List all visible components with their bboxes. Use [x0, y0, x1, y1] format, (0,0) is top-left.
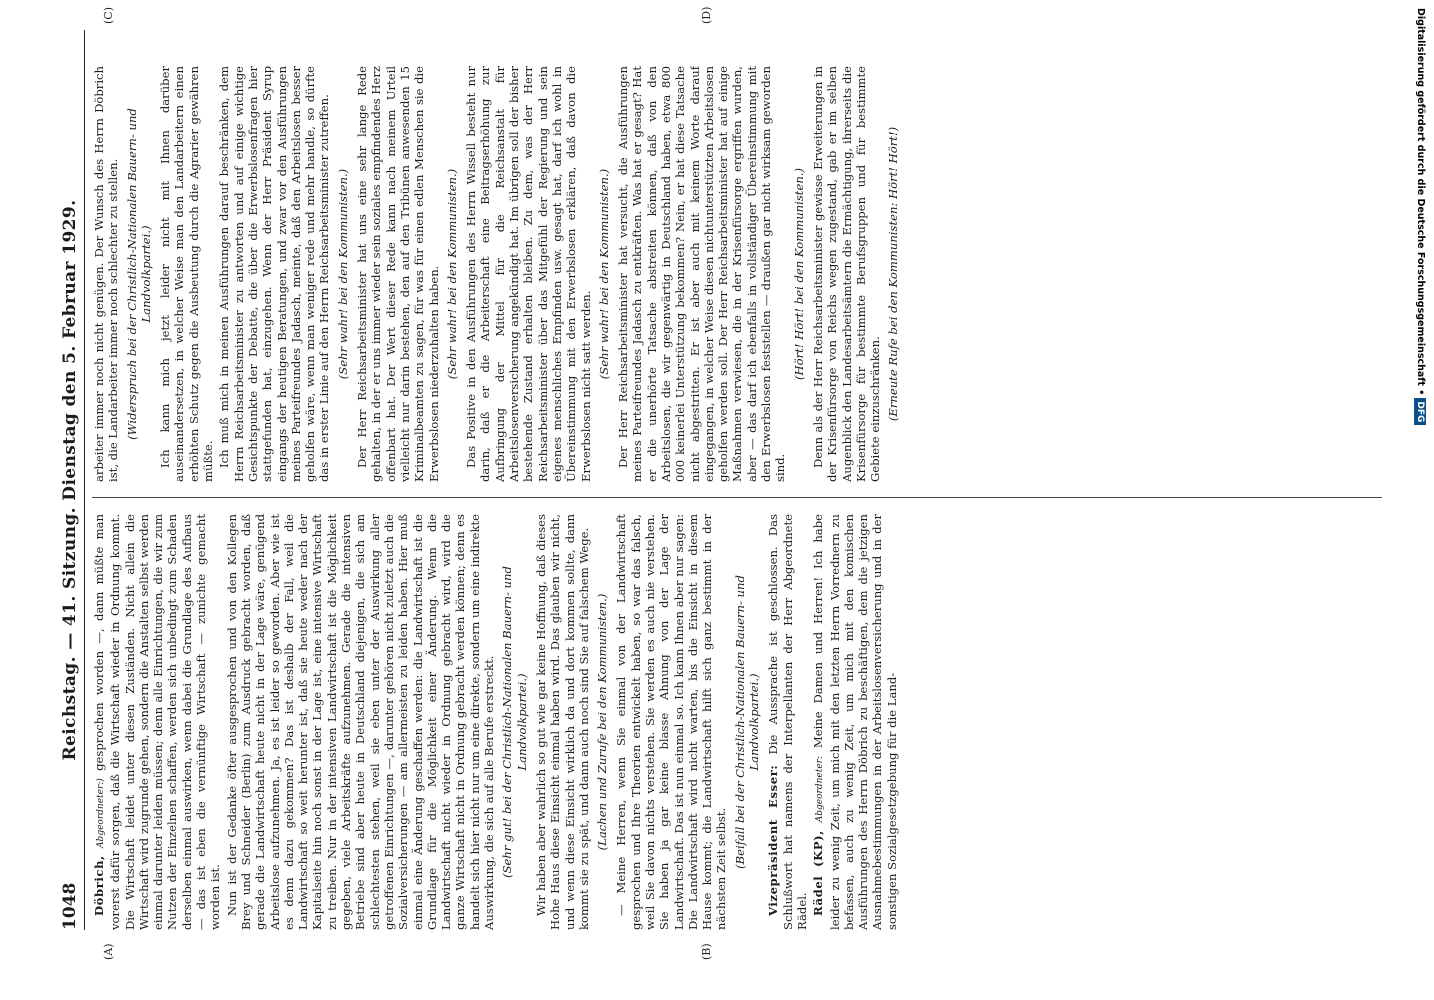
page-number: 1048 — [60, 882, 80, 930]
right-column — [92, 66, 1382, 482]
digitization-sidebar — [1414, 8, 1426, 993]
rotated-page-content — [50, 6, 1400, 960]
left-column — [92, 514, 1382, 930]
body-paragraph: Das Positive in den Ausführungen des Herrn Wissell besteht nur darin, daß er die Arbeiterschaft eine Beitragserhöhung zur Aufbringung der Mittel für die Reichsanstalt für Arbeitslosenversicherung angekündigt hat. Im übrigen soll der bisher bestehende Zustand erhalten bleiben. Zu dem, was der Herr Reichsarbeitsminister über das Mitgefühl der Regierung und sein eigenes menschliches Empfinden usw. gesagt hat, darf ich wohl in Übereinstimmung mit den Erwerbslosen erklären, daß davon die Erwerbslosen nicht satt werden. — [464, 66, 593, 482]
interjection: (Hört! Hört! bei den Kommunisten.) — [791, 168, 806, 381]
speech-paragraph — [811, 514, 899, 930]
interjection: (Lachen und Zurufe bei den Kommunisten.) — [595, 593, 610, 851]
body-paragraph: Der Herr Reichsarbeitsminister hat uns eine sehr lange Rede gehalten, in der er uns immer wieder sein soziales empfindendes Herz offenbart hat. Der Wert dieser Rede kann nach meinem Urteil vielleicht nur darin bestehen, den auf den Tribünen anwesenden 15 Kriminalbeamten zu sagen, für was für einen edlen Menschen sie die Erwerbslosen niederzuhalten haben. — [355, 66, 441, 482]
page-header — [50, 30, 86, 930]
interjection: (Beifall bei der Christlich-Nationalen Bauern- und Landvolkpartei.) — [732, 575, 762, 869]
speaker-name: Rädel (KP), — [811, 830, 826, 916]
margin-marker-a: (A) — [102, 943, 115, 960]
interjection: (Widerspruch bei der Christlich-Nationalen Bauern- und Landvolkpartei.) — [124, 108, 153, 440]
running-head: Reichstag. — 41. Sitzung. Dienstag den 5. Februar 1929. — [60, 199, 80, 761]
body-paragraph: Der Herr Reichsarbeitsminister hat versucht, die Ausführungen meines Parteifreundes Jadasch zu entkräften. Was hat er gesagt? Hat er die unerhörte Tatsache abstreiten können, daß von den Arbeitslosen, die wir gegenwärtig in Deutschland haben, etwa 800 000 keinerlei Unterstützung bekommen? Nein, er hat diese Tatsache nicht abgestritten. Er ist aber auch mit keinem Worte darauf eingegangen, in welcher Weise diesen nichtunterstützten Arbeitslosen geholfen werden soll. Der Herr Reichsarbeitsminister hat auf einige Maßnahmen verwiesen, die in der Krisenfürsorge ergriffen wurden, aber — das darf ich ebenfalls in vollständiger Übereinstimmung mit den Erwerbslosen feststellen — draußen gar nicht wirksam geworden sind. — [616, 66, 788, 482]
dfg-logo: DFG — [1414, 398, 1426, 425]
speech-paragraph — [92, 514, 223, 930]
header-rule — [84, 30, 85, 930]
speaker-name: Vizepräsident Esser: — [766, 764, 781, 916]
body-paragraph: Nun ist der Gedanke öfter ausgesprochen und von den Kollegen Brey und Schneider (Berlin) zum Ausdruck gebracht worden, daß gerade die Landwirtschaft heute nicht in der Lage wäre, genügend Arbeitslose aufzunehmen. Ja, es ist leider so geworden. Aber wie ist es denn dazu gekommen? Das ist deshalb der Fall, weil die Landwirtschaft so weit herunter ist, daß sie heute weder nach der Kapitalseite hin noch sonst in der Lage ist, eine intensive Wirtschaft zu treiben. Nur in der intensiven Landwirtschaft ist die Möglichkeit gegeben, viele Arbeitskräfte aufzunehmen. Gerade die intensiven Betriebe sind aber heute in Deutschland diejenigen, die sich am schlechtesten stehen, weil sie eben unter der Auswirkung aller getroffenen Einrichtungen —, darunter gehören nicht zuletzt auch die Sozialversicherungen — am allermeisten zu leiden haben. Hier muß einmal eine Änderung geschaffen werden: die Landwirtschaft ist die Grundlage für die Möglichkeit einer Änderung. Wenn die Landwirtschaft nicht wieder in Ordnung gebracht wird, wird die ganze Wirtschaft nicht in Ordnung gebracht werden können; denn es handelt sich hier nicht nur um eine direkte, sondern um eine indirekte Auswirkung, die sich auf alle Berufe erstreckt. — [224, 514, 497, 930]
speaker-note: Abgeordneter: — [815, 756, 826, 823]
body-paragraph: Wir haben aber wahrlich so gut wie gar keine Hoffnung, daß dieses Hohe Haus diese Einsicht einmal haben wird. Das glauben wir nicht, und wenn diese Einsicht wirklich da und dort kommen sollte, dann kommt sie zu spät, und dann auch noch sind Sie auf falschem Wege. — [533, 514, 591, 930]
interjection: (Sehr wahr! bei den Kommunisten.) — [444, 168, 459, 380]
speech-text: Die Aussprache ist geschlossen. Das Schlußwort hat namens der Interpellanten der Herr Abgeordnete Rädel. — [766, 514, 809, 930]
interjection: (Sehr gut! bei der Christlich-Nationalen Bauern- und Landvolkpartei.) — [500, 566, 529, 878]
body-paragraph: — Meine Herren, wenn Sie einmal von der Landwirtschaft gesprochen und Ihre Theorien entwickelt haben, so war das falsch, weil Sie davon nichts verstehen. Sie werden es auch nie verstehen. Sie haben ja gar keine blasse Ahnung von der Lage der Landwirtschaft. Das ist nun einmal so. Ich kann Ihnen aber nur sagen: Die Landwirtschaft wird nicht warten, bis die Einsicht in diesem Hause kommt; die Landwirtschaft hilft sich ganz bestimmt in der nächsten Zeit selbst. — [614, 514, 729, 930]
interjection: (Sehr wahr! bei den Kommunisten.) — [596, 168, 611, 380]
speech-text: Meine Damen und Herren! Ich habe leider zu wenig Zeit, um mich mit den letzten Herrn Vorrednern zu befassen, auch zu wenig Zeit, um mich mit den komischen Ausführungen des Herrn Döbrich zu beschäftigen, dem die jetzigen Ausnahmebestimmungen in der Arbeitslosenversicherung und in der sonstigen Sozialgesetzgebung für die Land- — [811, 514, 899, 930]
interjection: (Sehr wahr! bei den Kommunisten.) — [335, 168, 350, 380]
digitization-note: Digitalisierung gefördert durch die Deutsche Forschungsgemeinschaft • — [1415, 8, 1426, 396]
body-paragraph: Ich kann mich jetzt leider nicht mit Ihnen darüber auseinandersetzen, in welcher Weise man den Landarbeitern einen erhöhten Schutz gegen die Ausbeutung durch die Agrarier gewähren müßte. — [158, 66, 216, 482]
speech-paragraph — [766, 514, 809, 930]
margin-marker-b: (B) — [700, 943, 713, 960]
speech-text: gesprochen worden —, dann müßte man vorerst dafür sorgen, daß die Wirtschaft wieder in Ordnung kommt. Die Wirtschaft leidet unter diesen Zuständen. Nicht allein die Wirtschaft wird zugrunde gehen, sondern die Anstalten selbst werden einmal darunter leiden müssen; denn alle Einrichtungen, die wir zum Nutzen der Einzelnen schaffen, werden sich unbedingt zum Schaden derselben einmal auswirken, wenn dabei die Grundlage des Aufbaus — das ist eben die vernünftige Wirtschaft — zunichte gemacht worden ist. — [92, 514, 223, 930]
interjection: (Erneute Rufe bei den Kommunisten: Hört! Hört!) — [886, 126, 901, 422]
margin-marker-d: (D) — [700, 6, 713, 24]
speaker-note: Abgeordneter:) — [96, 778, 106, 848]
body-paragraph: Denn als der Herr Reichsarbeitsminister gewisse Erweiterungen in der Krisenfürsorge von Reichs wegen zugestand, gab er im selben Augenblick den Landesarbeitsämtern die Ermächtigung, ihrerseits die Krisenfürsorge für bestimmte Berufsgruppen und für bestimmte Gebiete einzuschränken. — [810, 66, 883, 482]
column-divider — [92, 497, 1382, 498]
body-paragraph: Ich muß mich in meinen Ausführungen darauf beschränken, dem Herrn Reichsarbeitsminister zu antworten und auf einige wichtige Gesichtspunkte der Debatte, die über die Erwerbslosenfragen hier stattgefunden hat, einzugehen. Wenn der Herr Präsident Syrup eingangs der heutigen Beratungen, und zwar vor den Ausführungen meines Parteifreundes Jadasch, meinte, daß den Arbeitslosen besser geholfen wäre, wenn man weniger rede und mehr handle, so dürfte das in erster Linie auf den Herrn Reichsarbeitsminister zutreffen. — [217, 66, 332, 482]
body-paragraph: arbeiter immer noch nicht genügen. Der Wunsch des Herrn Döbrich ist, die Landarbeiter immer noch schlechter zu stellen. — [92, 66, 121, 482]
speaker-name: Döbrich, — [92, 855, 106, 916]
margin-marker-c: (C) — [102, 7, 115, 24]
